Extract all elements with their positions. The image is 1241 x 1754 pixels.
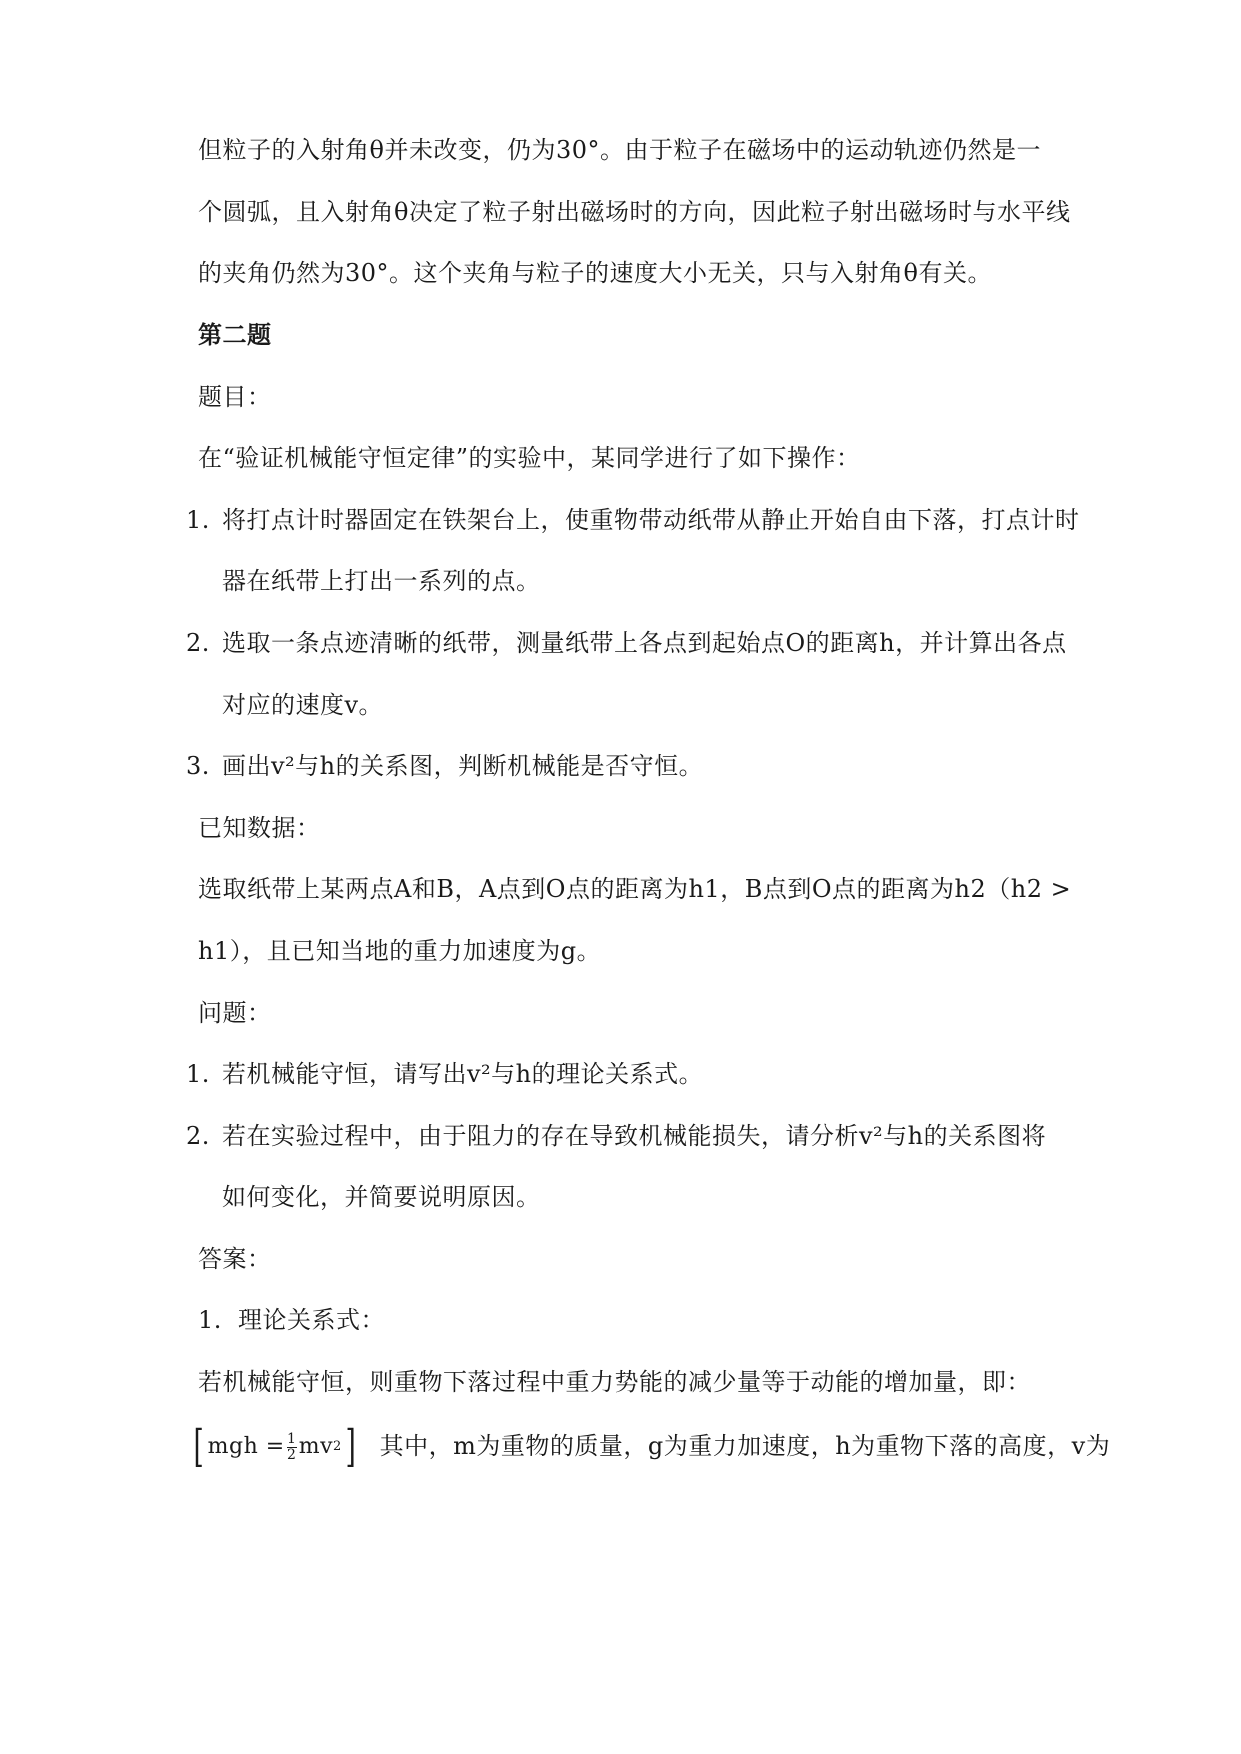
- step-text: 画出v²与h的关系图，判断机械能是否守恒。: [222, 752, 704, 780]
- answer-label: 答案：: [198, 1245, 272, 1273]
- problem-label: 问题：: [198, 999, 272, 1027]
- formula-power: 2: [333, 1439, 342, 1454]
- formula-line: [190, 1421, 1111, 1472]
- step-text-continued: 对应的速度v。: [222, 691, 384, 719]
- right-bracket: ]: [345, 1421, 356, 1472]
- fraction-numerator: 1: [287, 1430, 297, 1447]
- known-label: 已知数据：: [198, 814, 321, 842]
- step-item: [186, 626, 1067, 660]
- known-data-line-1: 选取纸带上某两点A和B，A点到O点的距离为h1，B点到O点的距离为h2（h2 >: [198, 875, 1072, 903]
- answer-text: 若机械能守恒，则重物下落过程中重力势能的减少量等于动能的增加量，即：: [198, 1368, 1031, 1396]
- fraction-denominator: 2: [287, 1446, 297, 1463]
- step-number: 1.: [186, 506, 210, 534]
- step-number: 2.: [186, 629, 210, 657]
- step-number: 3.: [186, 752, 210, 780]
- step-text: 选取一条点迹清晰的纸带，测量纸带上各点到起始点O的距离h，并计算出各点: [222, 629, 1067, 657]
- problem-text: 若在实验过程中，由于阻力的存在导致机械能损失，请分析v²与h的关系图将: [222, 1122, 1047, 1150]
- step-text: 将打点计时器固定在铁架台上，使重物带动纸带从静止开始自由下落，打点计时: [222, 506, 1080, 534]
- answer-item: [198, 1303, 385, 1337]
- section-title: 第二题: [198, 320, 272, 349]
- question-intro: 在“验证机械能守恒定律”的实验中，某同学进行了如下操作：: [198, 444, 861, 472]
- question-label: 题目：: [198, 383, 272, 411]
- problem-item: [186, 1057, 703, 1091]
- answer-number: 1.: [198, 1306, 222, 1334]
- problem-number: 1.: [186, 1060, 210, 1088]
- paragraph-line-1: 但粒子的入射角θ并未改变，仍为30°。由于粒子在磁场中的运动轨迹仍然是一: [198, 136, 1041, 164]
- known-data-line-2: h1），且已知当地的重力加速度为g。: [198, 937, 602, 965]
- problem-text: 若机械能守恒，请写出v²与h的理论关系式。: [222, 1060, 704, 1088]
- paragraph-line-3: 的夹角仍然为30°。这个夹角与粒子的速度大小无关，只与入射角θ有关。: [198, 259, 992, 287]
- formula-tail: 其中，m为重物的质量，g为重力加速度，h为重物下落的高度，v为: [379, 1431, 1111, 1460]
- fraction: [287, 1432, 297, 1463]
- problem-text-continued: 如何变化，并简要说明原因。: [222, 1183, 541, 1211]
- formula-right: mv: [298, 1434, 334, 1459]
- formula: [190, 1421, 359, 1472]
- formula-left: mgh =: [207, 1434, 285, 1459]
- step-item: [186, 749, 703, 783]
- answer-item-text: 理论关系式：: [238, 1306, 385, 1334]
- problem-number: 2.: [186, 1122, 210, 1150]
- problem-item: [186, 1119, 1046, 1153]
- step-text-continued: 器在纸带上打出一系列的点。: [222, 567, 541, 595]
- left-bracket: [: [193, 1421, 205, 1472]
- paragraph-line-2: 个圆弧，且入射角θ决定了粒子射出磁场时的方向，因此粒子射出磁场时与水平线: [198, 198, 1071, 226]
- step-item: [186, 503, 1080, 537]
